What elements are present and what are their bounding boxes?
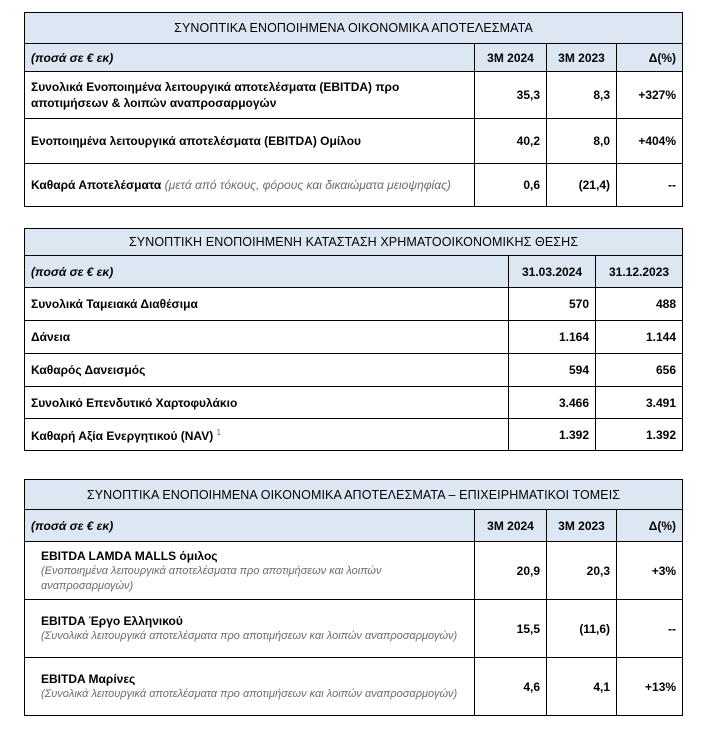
value-cell: 1.392 — [596, 419, 683, 451]
value-cell: 15,5 — [475, 600, 547, 658]
column-header: 31.03.2024 — [509, 256, 596, 288]
value-cell: 35,3 — [475, 72, 547, 119]
value-cell: 488 — [596, 288, 683, 321]
table-row — [25, 354, 683, 387]
row-label — [25, 419, 509, 451]
table-title: ΣΥΝΟΠΤΙΚΑ ΕΝΟΠΟΙΗΜΕΝΑ ΟΙΚΟΝΟΜΙΚΑ ΑΠΟΤΕΛΕΣΜΑΤΑ – ΕΠΙΧΕΙΡΗΜΑΤΙΚΟΙ ΤΟΜΕΙΣ — [25, 480, 683, 510]
table-header-row — [25, 256, 683, 288]
value-cell: -- — [617, 600, 683, 658]
column-header: 31.12.2023 — [596, 256, 683, 288]
column-header: Δ(%) — [617, 510, 683, 542]
row-label — [25, 164, 475, 207]
row-subtitle: (Συνολικά λειτουργικά αποτελέσματα προ αποτιμήσεων και λοιπών αναπροσαρμογών) — [41, 630, 458, 642]
table-row — [25, 164, 683, 207]
value-cell: 20,3 — [547, 542, 617, 600]
business-segments-table — [24, 479, 683, 716]
row-label: Δάνεια — [25, 321, 509, 354]
table-row — [25, 658, 683, 716]
column-header: 3Μ 2024 — [475, 44, 547, 72]
value-cell: 1.164 — [509, 321, 596, 354]
table-title-row — [25, 229, 683, 256]
value-cell: 656 — [596, 354, 683, 387]
table-row — [25, 387, 683, 419]
table-row — [25, 72, 683, 119]
table-title: ΣΥΝΟΠΤΙΚΑ ΕΝΟΠΟΙΗΜΕΝΑ ΟΙΚΟΝΟΜΙΚΑ ΑΠΟΤΕΛΕΣΜΑΤΑ — [25, 13, 683, 44]
row-label: Ενοποιημένα λειτουργικά αποτελέσματα (EBITDA) Ομίλου — [25, 119, 475, 164]
row-note: (μετά από τόκους, φόρους και δικαιώματα μειοψηφίας) — [164, 178, 451, 192]
row-label: Συνολικό Επενδυτικό Χαρτοφυλάκιο — [25, 387, 509, 419]
table-title-row — [25, 480, 683, 510]
table-row — [25, 600, 683, 658]
value-cell: (11,6) — [547, 600, 617, 658]
table-title-row — [25, 13, 683, 44]
row-label-text: EBITDA Μαρίνες — [41, 672, 136, 686]
value-cell: +3% — [617, 542, 683, 600]
value-cell: 570 — [509, 288, 596, 321]
column-header: Δ(%) — [617, 44, 683, 72]
value-cell: 594 — [509, 354, 596, 387]
value-cell: 40,2 — [475, 119, 547, 164]
footnote-marker: 1 — [216, 428, 221, 437]
table-header-row — [25, 510, 683, 542]
table-title: ΣΥΝΟΠΤΙΚΗ ΕΝΟΠΟΙΗΜΕΝΗ ΚΑΤΑΣΤΑΣΗ ΧΡΗΜΑΤΟΟΙΚΟΝΟΜΙΚΗΣ ΘΕΣΗΣ — [25, 229, 683, 256]
table-row — [25, 288, 683, 321]
row-label: Συνολικά Ταμειακά Διαθέσιμα — [25, 288, 509, 321]
row-label-text: Καθαρά Αποτελέσματα — [31, 178, 162, 192]
column-header: 3Μ 2023 — [547, 44, 617, 72]
table-row — [25, 321, 683, 354]
value-cell: +327% — [617, 72, 683, 119]
value-cell: 4,6 — [475, 658, 547, 716]
value-cell: 20,9 — [475, 542, 547, 600]
financial-results-table — [24, 12, 683, 207]
column-header: 3Μ 2023 — [547, 510, 617, 542]
value-cell: +13% — [617, 658, 683, 716]
value-cell: -- — [617, 164, 683, 207]
value-cell: 1.144 — [596, 321, 683, 354]
row-label — [25, 600, 475, 658]
value-cell: 0,6 — [475, 164, 547, 207]
row-label — [25, 542, 475, 600]
table-row — [25, 542, 683, 600]
table-header-row — [25, 44, 683, 72]
value-cell: 8,0 — [547, 119, 617, 164]
value-cell: 1.392 — [509, 419, 596, 451]
row-label-text: EBITDA LAMDA MALLS όμιλος — [41, 548, 218, 563]
value-cell: 4,1 — [547, 658, 617, 716]
row-label-text: Καθαρή Αξία Ενεργητικού (NAV) — [31, 429, 214, 443]
row-label-text: EBITDA Έργο Ελληνικού — [41, 614, 183, 628]
row-subtitle: (Συνολικά λειτουργικά αποτελέσματα προ αποτιμήσεων και λοιπών αναπροσαρμογών) — [41, 688, 458, 700]
units-label: (ποσά σε € εκ) — [25, 44, 475, 72]
row-subtitle: (Ενοποιημένα λειτουργικά αποτελέσματα προ αποτιμήσεων και λοιπών αναπροσαρμογών) — [41, 564, 382, 592]
units-label: (ποσά σε € εκ) — [25, 510, 475, 542]
table-row — [25, 419, 683, 451]
row-label — [25, 658, 475, 716]
value-cell: (21,4) — [547, 164, 617, 207]
value-cell: 8,3 — [547, 72, 617, 119]
financial-position-table — [24, 228, 683, 451]
value-cell: 3.491 — [596, 387, 683, 419]
value-cell: +404% — [617, 119, 683, 164]
units-label: (ποσά σε € εκ) — [25, 256, 509, 288]
row-label: Καθαρός Δανεισμός — [25, 354, 509, 387]
value-cell: 3.466 — [509, 387, 596, 419]
row-label: Συνολικά Ενοποιημένα λειτουργικά αποτελέσματα (EBITDA) προ αποτιμήσεων & λοιπών αναπροσαρμογών — [25, 72, 475, 119]
table-row — [25, 119, 683, 164]
column-header: 3Μ 2024 — [475, 510, 547, 542]
